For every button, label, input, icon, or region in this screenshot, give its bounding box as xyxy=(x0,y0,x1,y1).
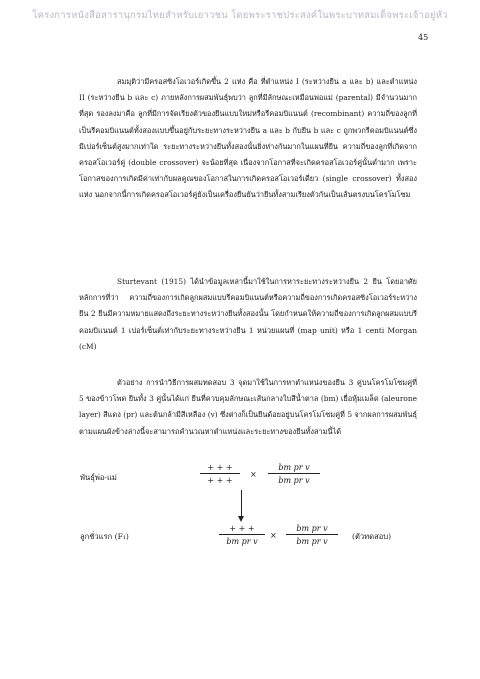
genotype-top: + + + xyxy=(200,463,240,474)
genotype-bottom: bm pr v xyxy=(278,476,310,485)
genotype-top: bm pr v xyxy=(268,463,320,474)
genotype-bottom: bm pr v xyxy=(296,537,328,546)
paragraph-sturtevant: Sturtevant (1915) ได้นำข้อมูลเหล่านี้มาใช้ในการหาระยะทางระหว่างยีน 2 ยีน โดยอาศัยหลักการที่ว่า ความถี่ของการเกิดลูกผสมแบบรีคอมบิแนนต์หรือความถี่ของการเกิดครอสซิงโอเวอร์ระหว่างยีน 2 ยีนมีความหมายแสดงถึงระยะทางระหว่างยีนทั้งสองนั้น โดยกำหนดให้ความถี่ของการเกิดลูกผสมแบบรีคอมบิแนนต์ 1 เปอร์เซ็นต์เท่ากับระยะทางระหว่างยีน 1 หน่วยแผนที่ (map unit) หรือ 1 centi Morgan (cM) xyxy=(79,277,417,351)
cross-symbol: × xyxy=(250,470,257,479)
paragraph-example: ตัวอย่าง การนำวิธีการผสมทดสอบ 3 จุดมาใช้ในการหาตำแหน่งของยีน 3 คู่บนโครโมโซมคู่ที่ 5 ของข้าวโพด ยีนทั้ง 3 คู่นั้นได้แก่ ยีนที่ควบคุมลักษณะเส้นกลางใบสีน้ำตาล (bm) เยื่อหุ้มเมล็ด (aleurone layer) สีแดง (pr) และต้นกล้ามีสีเหลือง (v) ซึ่งต่างก็เป็นยีนด้อยอยู่บนโครโมโซมคู่ที่ 5 จากผลการผสมพันธุ์ตามแผนผังข้างล่างนี้จะสามารถคำนวณหาตำแหน่งและระยะทางของยีนทั้งสามนี้ได้ xyxy=(79,378,417,436)
parents-label: พันธุ์พ่อ-แม่ xyxy=(80,473,117,482)
page-number: 45 xyxy=(418,33,429,42)
paragraph-crossover: สมมุติว่ามีครอสซิงโอเวอร์เกิดขึ้น 2 แห่ง คือ ที่ตำแหน่ง I (ระหว่างยีน a และ b) และตำแหน่ง II (ระหว่างยีน b และ c) ภายหลังการผสมพันธุ์พบว่า ลูกที่มีลักษณะเหมือนพ่อแม่ (parental) มีจำนวนมากที่สุด รองลงมาคือ ลูกที่มีการจัดเรียงตัวของยีนแบบใหม่หรือรีคอมบิแนนต์ (recombinant) ความถี่ของลูกที่เป็นรีคอมบิแนนต์ทั้งสองแบบขึ้นอยู่กับระยะทางระหว่างยีน a และ b กับยีน b และ c ถูกพวกรีคอมบิแนนต์ซึ่งมีเปอร์เซ็นต์สูงมากเท่าใด ระยะทางระหว่างยีนทั้งสองนั้นยิ่งห่างกันมากในแผนที่ยีน ความถี่ของลูกที่เกิดจากครอสโอเวอร์คู่ (double crossover) จะน้อยที่สุด เนื่องจากโอกาสที่จะเกิดครอสโอเวอร์คู่นั้นต่ำมาก เพราะโอกาสของการเกิดมีค่าเท่ากับผลคูณของโอกาสในการเกิดครอสโอเวอร์เดี่ยว (single crossover) ทั้งสองแห่ง นอกจากนี้การเกิดครอสโอเวอร์คู่ยังเป็นเครื่องยืนยันว่ายีนทั้งสามเรียงตัวกันเป็นเส้นตรงบนโครโมโซม xyxy=(79,77,417,200)
arrow-down-icon xyxy=(241,490,242,518)
genotype-bottom: bm pr v xyxy=(226,537,258,546)
parent-dominant-genotype xyxy=(200,463,240,485)
arrow-head-icon xyxy=(238,516,244,522)
cross-symbol: × xyxy=(270,531,277,540)
parent-recessive-genotype xyxy=(268,463,320,485)
f1-genotype xyxy=(219,524,265,546)
f1-label: ลูกชั่วแรก (F₁) xyxy=(80,532,129,541)
tester-genotype xyxy=(286,524,338,546)
page-header: โครงการหนังสือสารานุกรมไทยสำหรับเยาวชน โดยพระราชประสงค์ในพระบาทสมเด็จพระเจ้าอยู่หัว xyxy=(32,10,448,21)
genotype-top: bm pr v xyxy=(286,524,338,535)
testcross-label: (ตัวทดสอบ) xyxy=(352,532,392,541)
genotype-bottom: + + + xyxy=(207,476,233,485)
genotype-top: + + + xyxy=(219,524,265,535)
